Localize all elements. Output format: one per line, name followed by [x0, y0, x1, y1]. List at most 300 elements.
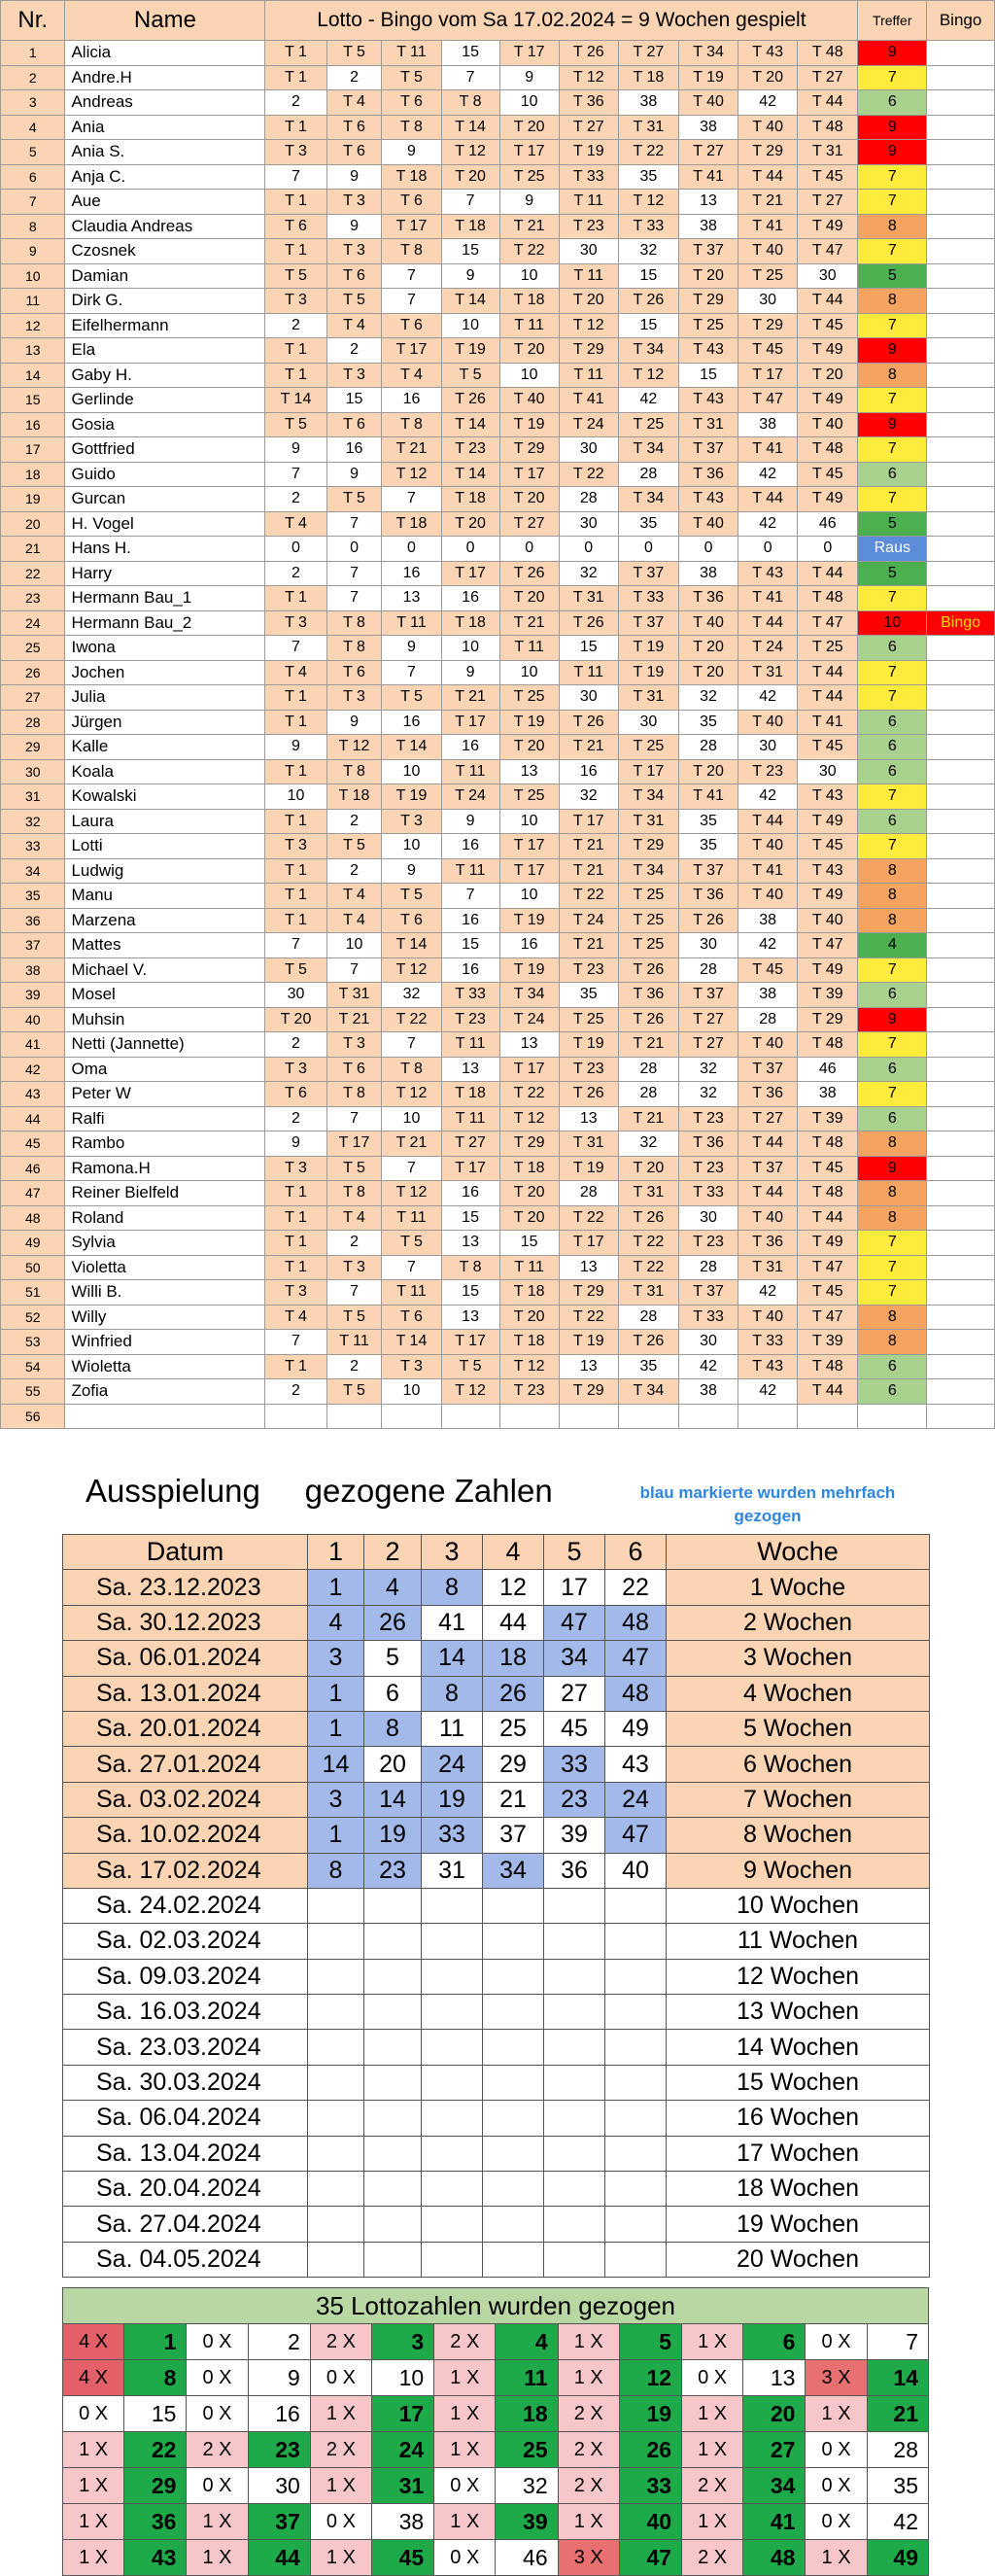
- draw-header-cell: 5: [544, 1535, 605, 1570]
- hit-number-cell: T 11: [499, 313, 559, 338]
- hit-number-cell: T 19: [499, 957, 559, 983]
- draw-woche: 8 Wochen: [667, 1818, 930, 1853]
- treffer-cell: 9: [858, 1156, 927, 1181]
- hit-number-cell: T 20: [618, 1156, 678, 1181]
- player-name: Andre.H: [65, 65, 265, 90]
- number-cell: 13: [499, 759, 559, 784]
- drawn-number: [544, 1924, 605, 1959]
- drawn-number: 43: [605, 1747, 667, 1782]
- draw-count: 2 X: [187, 2432, 248, 2468]
- number-cell: 2: [326, 858, 382, 884]
- hit-number-cell: T 22: [618, 1231, 678, 1256]
- draw-header-cell: 3: [422, 1535, 483, 1570]
- draw-count: 0 X: [682, 2360, 743, 2396]
- number-cell: 30: [559, 239, 618, 264]
- header-treffer: Treffer: [858, 1, 927, 41]
- draw-header-cell: 4: [483, 1535, 544, 1570]
- hit-number-cell: T 17: [382, 214, 441, 239]
- bingo-cell: [927, 784, 995, 810]
- hit-number-cell: T 1: [265, 710, 326, 735]
- hit-number-cell: T 20: [798, 363, 858, 388]
- hit-number-cell: T 34: [618, 784, 678, 810]
- draw-count: 1 X: [434, 2360, 496, 2396]
- drawn-number: 29: [483, 1747, 544, 1782]
- count-header-row: [63, 2288, 929, 2324]
- hit-number-cell: T 18: [441, 487, 499, 512]
- player-name: Ralfi: [65, 1106, 265, 1131]
- hit-number-cell: T 36: [679, 1131, 738, 1157]
- hit-number-cell: T 20: [499, 735, 559, 760]
- drawn-number: 1: [308, 1711, 364, 1746]
- hit-number-cell: T 41: [738, 586, 798, 611]
- drawn-number: [364, 1924, 422, 1959]
- number-cell: 7: [382, 660, 441, 685]
- player-nr: 34: [1, 858, 65, 884]
- drawn-number: [364, 1995, 422, 2030]
- player-name: Gosia: [65, 412, 265, 437]
- number-cell: 16: [441, 908, 499, 933]
- hit-number-cell: T 14: [441, 115, 499, 140]
- drawn-number: [308, 2101, 364, 2136]
- draw-count: 1 X: [682, 2324, 743, 2360]
- draw-date: Sa. 30.03.2024: [63, 2065, 308, 2100]
- number-cell: 7: [326, 1106, 382, 1131]
- hit-number-cell: T 18: [499, 1156, 559, 1181]
- hit-number-cell: T 3: [265, 834, 326, 859]
- hit-number-cell: T 36: [559, 90, 618, 116]
- hit-number-cell: T 14: [382, 1330, 441, 1355]
- hit-number-cell: T 19: [382, 784, 441, 810]
- hit-number-cell: T 11: [499, 1255, 559, 1280]
- hit-number-cell: T 29: [738, 313, 798, 338]
- bingo-cell: [927, 759, 995, 784]
- draw-woche: 19 Wochen: [667, 2207, 930, 2242]
- ausspielung-title: Ausspielung gezogene Zahlen: [86, 1473, 553, 1509]
- draw-count: 1 X: [558, 2360, 619, 2396]
- draw-date: Sa. 09.03.2024: [63, 1959, 308, 1994]
- drawn-number: [483, 2101, 544, 2136]
- hit-number-cell: T 31: [559, 1131, 618, 1157]
- header-name: Name: [65, 1, 265, 41]
- player-name: Kowalski: [65, 784, 265, 810]
- hit-number-cell: T 1: [265, 1231, 326, 1256]
- hit-number-cell: T 45: [798, 1280, 858, 1305]
- player-nr: 51: [1, 1280, 65, 1305]
- player-name: Michael V.: [65, 957, 265, 983]
- drawn-number: 14: [308, 1747, 364, 1782]
- number-cell: 30: [679, 1205, 738, 1231]
- bingo-cell: [927, 809, 995, 834]
- number-cell: 9: [441, 263, 499, 289]
- treffer-cell: 8: [858, 1181, 927, 1206]
- hit-number-cell: T 43: [738, 1354, 798, 1379]
- player-name: Hermann Bau_1: [65, 586, 265, 611]
- draw-count: 0 X: [187, 2324, 248, 2360]
- draw-woche: 5 Wochen: [667, 1711, 930, 1746]
- hit-number-cell: T 8: [326, 1181, 382, 1206]
- number-cell: 42: [618, 388, 678, 413]
- player-row: [1, 1156, 995, 1181]
- player-row: [1, 388, 995, 413]
- hit-number-cell: T 22: [618, 1255, 678, 1280]
- bingo-cell: [927, 462, 995, 487]
- hit-number-cell: T 36: [738, 1082, 798, 1107]
- hit-number-cell: T 44: [738, 610, 798, 636]
- hit-number-cell: T 47: [798, 1305, 858, 1330]
- header-nr: Nr.: [1, 1, 65, 41]
- hit-number-cell: T 22: [559, 1205, 618, 1231]
- hit-number-cell: T 5: [326, 1379, 382, 1405]
- drawn-number: 24: [422, 1747, 483, 1782]
- hit-number-cell: T 29: [618, 834, 678, 859]
- player-nr: 49: [1, 1231, 65, 1256]
- player-row: [1, 1305, 995, 1330]
- hit-number-cell: T 17: [499, 462, 559, 487]
- number-cell: 30: [798, 759, 858, 784]
- lotto-number: 11: [496, 2360, 558, 2396]
- player-name: Ania S.: [65, 140, 265, 165]
- player-nr: 27: [1, 685, 65, 711]
- number-cell: 2: [265, 1032, 326, 1058]
- hit-number-cell: T 29: [798, 1007, 858, 1032]
- player-nr: 47: [1, 1181, 65, 1206]
- player-row: [1, 1205, 995, 1231]
- hit-number-cell: T 6: [326, 660, 382, 685]
- drawn-number: 18: [483, 1641, 544, 1676]
- number-cell: 7: [265, 933, 326, 958]
- number-cell: 32: [679, 1057, 738, 1082]
- number-cell: 13: [679, 190, 738, 215]
- player-row: [1, 660, 995, 685]
- hit-number-cell: T 37: [679, 239, 738, 264]
- hit-number-cell: T 18: [441, 610, 499, 636]
- treffer-cell: 8: [858, 884, 927, 909]
- draw-count: 2 X: [682, 2468, 743, 2504]
- hit-number-cell: T 41: [679, 784, 738, 810]
- drawn-number: [364, 2242, 422, 2277]
- hit-number-cell: T 36: [679, 884, 738, 909]
- bingo-cell: [927, 1181, 995, 1206]
- player-name: Gottfried: [65, 437, 265, 463]
- player-row: [1, 1404, 995, 1429]
- number-cell: 2: [265, 90, 326, 116]
- player-name: Peter W: [65, 1082, 265, 1107]
- draw-count: 2 X: [558, 2396, 619, 2432]
- draw-count: 0 X: [806, 2324, 867, 2360]
- treffer-cell: 7: [858, 388, 927, 413]
- hit-number-cell: T 47: [798, 933, 858, 958]
- hit-number-cell: T 8: [382, 239, 441, 264]
- draw-date: Sa. 13.04.2024: [63, 2136, 308, 2171]
- hit-number-cell: T 19: [499, 412, 559, 437]
- hit-number-cell: T 31: [326, 983, 382, 1008]
- hit-number-cell: T 12: [382, 957, 441, 983]
- player-row: [1, 784, 995, 810]
- hit-number-cell: T 45: [798, 462, 858, 487]
- count-row: [63, 2360, 929, 2396]
- drawn-number: 3: [308, 1641, 364, 1676]
- number-cell: 46: [798, 511, 858, 537]
- drawn-number: [483, 2207, 544, 2242]
- draw-table: [62, 1534, 930, 2278]
- hit-number-cell: T 23: [679, 1231, 738, 1256]
- hit-number-cell: T 33: [618, 214, 678, 239]
- hit-number-cell: T 24: [559, 908, 618, 933]
- player-name: Kalle: [65, 735, 265, 760]
- draw-woche: 15 Wochen: [667, 2065, 930, 2100]
- drawn-number: [483, 2136, 544, 2171]
- hit-number-cell: T 47: [798, 610, 858, 636]
- drawn-number: 33: [422, 1818, 483, 1853]
- player-name: Ludwig: [65, 858, 265, 884]
- number-cell: [441, 1404, 499, 1429]
- hit-number-cell: T 6: [326, 140, 382, 165]
- player-row: [1, 561, 995, 586]
- treffer-cell: 7: [858, 784, 927, 810]
- treffer-cell: 6: [858, 759, 927, 784]
- draw-row: [63, 2207, 930, 2242]
- hit-number-cell: T 29: [738, 140, 798, 165]
- bingo-cell: [927, 487, 995, 512]
- drawn-number: [483, 2242, 544, 2277]
- hit-number-cell: T 5: [441, 1354, 499, 1379]
- number-cell: 38: [679, 561, 738, 586]
- hit-number-cell: T 8: [326, 636, 382, 661]
- drawn-number: 49: [605, 1711, 667, 1746]
- player-row: [1, 610, 995, 636]
- hit-number-cell: T 33: [679, 1181, 738, 1206]
- hit-number-cell: T 36: [679, 586, 738, 611]
- lotto-number: 10: [372, 2360, 434, 2396]
- number-cell: 16: [441, 586, 499, 611]
- number-cell: 10: [499, 884, 559, 909]
- draw-row: [63, 1853, 930, 1888]
- bingo-cell: [927, 735, 995, 760]
- draw-count: 1 X: [187, 2504, 248, 2540]
- hit-number-cell: T 27: [618, 41, 678, 66]
- players-header-row: [1, 1, 995, 41]
- bingo-cell: [927, 511, 995, 537]
- number-cell: [559, 1404, 618, 1429]
- bingo-cell: [927, 1305, 995, 1330]
- player-row: [1, 437, 995, 463]
- hit-number-cell: T 18: [382, 164, 441, 190]
- hit-number-cell: T 26: [499, 561, 559, 586]
- hit-number-cell: T 20: [738, 65, 798, 90]
- treffer-cell: 7: [858, 1255, 927, 1280]
- hit-number-cell: T 27: [679, 1007, 738, 1032]
- drawn-number: [605, 1995, 667, 2030]
- hit-number-cell: T 25: [559, 1007, 618, 1032]
- hit-number-cell: T 44: [798, 289, 858, 314]
- hit-number-cell: T 24: [499, 1007, 559, 1032]
- hit-number-cell: T 21: [618, 1032, 678, 1058]
- hit-number-cell: T 18: [499, 1330, 559, 1355]
- hit-number-cell: T 40: [738, 1305, 798, 1330]
- treffer-cell: 6: [858, 1106, 927, 1131]
- hit-number-cell: T 48: [798, 437, 858, 463]
- hit-number-cell: T 31: [679, 412, 738, 437]
- number-cell: 35: [618, 164, 678, 190]
- number-cell: 32: [382, 983, 441, 1008]
- drawn-number: 11: [422, 1711, 483, 1746]
- bingo-cell: [927, 710, 995, 735]
- drawn-number: 14: [364, 1782, 422, 1817]
- number-cell: 16: [382, 388, 441, 413]
- player-name: Oma: [65, 1057, 265, 1082]
- number-cell: 7: [326, 957, 382, 983]
- number-cell: 28: [618, 1057, 678, 1082]
- hit-number-cell: T 45: [798, 313, 858, 338]
- drawn-number: 4: [364, 1570, 422, 1605]
- drawn-number: 44: [483, 1605, 544, 1640]
- treffer-cell: 8: [858, 363, 927, 388]
- hit-number-cell: T 48: [798, 41, 858, 66]
- treffer-cell: 9: [858, 140, 927, 165]
- number-cell: 13: [382, 586, 441, 611]
- drawn-number: [308, 1959, 364, 1994]
- treffer-cell: 7: [858, 1032, 927, 1058]
- draw-woche: 7 Wochen: [667, 1782, 930, 1817]
- drawn-number: 47: [544, 1605, 605, 1640]
- drawn-number: [483, 1959, 544, 1994]
- hit-number-cell: T 49: [798, 1231, 858, 1256]
- hit-number-cell: T 29: [679, 289, 738, 314]
- number-cell: 7: [265, 636, 326, 661]
- hit-number-cell: T 3: [265, 1057, 326, 1082]
- draw-count: 0 X: [310, 2504, 371, 2540]
- player-row: [1, 1231, 995, 1256]
- hit-number-cell: T 41: [679, 164, 738, 190]
- lotto-number: 48: [743, 2540, 806, 2576]
- draw-count: 2 X: [558, 2432, 619, 2468]
- player-nr: 37: [1, 933, 65, 958]
- hit-number-cell: T 18: [499, 289, 559, 314]
- draw-count: 0 X: [434, 2468, 496, 2504]
- hit-number-cell: T 49: [798, 884, 858, 909]
- hit-number-cell: T 36: [618, 983, 678, 1008]
- player-row: [1, 957, 995, 983]
- hit-number-cell: T 26: [559, 41, 618, 66]
- hit-number-cell: T 14: [441, 289, 499, 314]
- player-row: [1, 190, 995, 215]
- hit-number-cell: T 26: [559, 1082, 618, 1107]
- number-cell: 13: [559, 1106, 618, 1131]
- bingo-cell: [927, 1330, 995, 1355]
- number-cell: 16: [441, 735, 499, 760]
- number-cell: 7: [441, 884, 499, 909]
- number-cell: 42: [738, 462, 798, 487]
- hit-number-cell: T 17: [499, 858, 559, 884]
- bingo-cell: [927, 437, 995, 463]
- hit-number-cell: T 23: [441, 437, 499, 463]
- drawn-number: 27: [544, 1676, 605, 1711]
- drawn-number: [605, 2030, 667, 2065]
- header-title: Lotto - Bingo vom Sa 17.02.2024 = 9 Wochen gespielt: [265, 1, 858, 41]
- hit-number-cell: T 17: [326, 1131, 382, 1157]
- number-cell: [499, 1404, 559, 1429]
- player-row: [1, 586, 995, 611]
- player-nr: 31: [1, 784, 65, 810]
- player-row: [1, 115, 995, 140]
- draw-woche: 9 Wochen: [667, 1853, 930, 1888]
- draw-date: Sa. 04.05.2024: [63, 2242, 308, 2277]
- drawn-number: [605, 2172, 667, 2207]
- draw-count: 1 X: [682, 2396, 743, 2432]
- number-cell: 9: [441, 660, 499, 685]
- number-cell: 35: [618, 1354, 678, 1379]
- draw-row: [63, 1641, 930, 1676]
- hit-number-cell: T 3: [265, 1280, 326, 1305]
- hit-number-cell: T 14: [382, 735, 441, 760]
- player-row: [1, 1330, 995, 1355]
- player-name: Guido: [65, 462, 265, 487]
- hit-number-cell: T 11: [382, 1205, 441, 1231]
- draw-woche: 1 Woche: [667, 1570, 930, 1605]
- hit-number-cell: T 19: [618, 636, 678, 661]
- drawn-number: [483, 2030, 544, 2065]
- draw-date: Sa. 06.01.2024: [63, 1641, 308, 1676]
- player-name: Czosnek: [65, 239, 265, 264]
- hit-number-cell: T 23: [559, 214, 618, 239]
- lotto-number: 2: [248, 2324, 310, 2360]
- number-cell: 42: [738, 90, 798, 116]
- drawn-number: [422, 2030, 483, 2065]
- draw-count: 0 X: [806, 2432, 867, 2468]
- player-row: [1, 834, 995, 859]
- bingo-cell: [927, 190, 995, 215]
- hit-number-cell: T 29: [559, 338, 618, 364]
- number-cell: 42: [738, 685, 798, 711]
- hit-number-cell: T 3: [326, 1255, 382, 1280]
- player-nr: 22: [1, 561, 65, 586]
- drawn-number: 1: [308, 1570, 364, 1605]
- bingo-cell: [927, 1106, 995, 1131]
- hit-number-cell: T 36: [738, 1231, 798, 1256]
- draw-header-cell: Woche: [667, 1535, 930, 1570]
- number-cell: 2: [326, 65, 382, 90]
- draw-date: Sa. 20.04.2024: [63, 2172, 308, 2207]
- player-name: Mattes: [65, 933, 265, 958]
- number-cell: 13: [559, 1255, 618, 1280]
- treffer-cell: 7: [858, 437, 927, 463]
- hit-number-cell: T 40: [738, 1205, 798, 1231]
- number-cell: 30: [738, 735, 798, 760]
- treffer-cell: 7: [858, 685, 927, 711]
- number-cell: 16: [559, 759, 618, 784]
- hit-number-cell: T 19: [441, 338, 499, 364]
- treffer-cell: 7: [858, 957, 927, 983]
- number-cell: 30: [738, 289, 798, 314]
- hit-number-cell: T 19: [618, 660, 678, 685]
- hit-number-cell: T 33: [441, 983, 499, 1008]
- hit-number-cell: T 21: [382, 1131, 441, 1157]
- hit-number-cell: T 5: [326, 289, 382, 314]
- number-cell: 28: [559, 1181, 618, 1206]
- hit-number-cell: T 6: [326, 412, 382, 437]
- drawn-number: 34: [544, 1641, 605, 1676]
- draw-row: [63, 2136, 930, 2171]
- player-name: Dirk G.: [65, 289, 265, 314]
- lotto-number: 12: [619, 2360, 681, 2396]
- player-row: [1, 983, 995, 1008]
- treffer-cell: 7: [858, 660, 927, 685]
- drawn-number: 12: [483, 1570, 544, 1605]
- hit-number-cell: T 17: [441, 1156, 499, 1181]
- hit-number-cell: T 34: [618, 338, 678, 364]
- draw-count: 2 X: [310, 2432, 371, 2468]
- draw-date: Sa. 06.04.2024: [63, 2101, 308, 2136]
